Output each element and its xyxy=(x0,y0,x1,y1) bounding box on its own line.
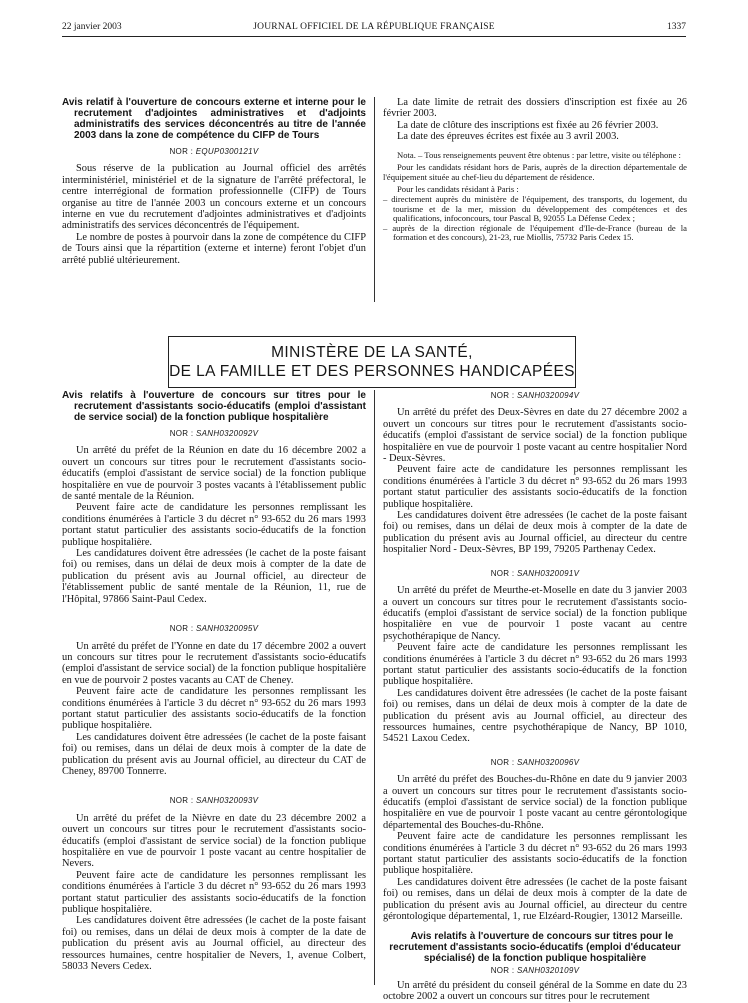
list-item: – auprès de la direction régionale de l'équipement d'Ile-de-France (bureau de la formation et des concours), 21-23, rue Miollis, 75732 Paris Cedex 15. xyxy=(383,222,687,243)
ministry-heading xyxy=(168,336,576,388)
note-outside-paris: Pour les candidats résidant hors de Paris, auprès de la direction départementale de l'équipement située au chef-lieu du département de résidence. xyxy=(383,162,687,182)
paragraph: Les candidatures doivent être adressées (le cachet de la poste faisant foi) ou remises, dans un délai de deux mois à compter de la date de publication du présent avis au Journal officiel, au directeur du centre gérontologique départemental, 1, rue Elzéard-Rougier, 13012 Marseille. xyxy=(383,876,687,923)
top-left-column xyxy=(62,97,366,266)
section-title: Avis relatifs à l'ouverture de concours sur titres pour le recrutement d'assistants socio-éducatifs (emploi d'assistant de service social) de la fonction publique hospitalière xyxy=(62,390,366,423)
paragraph: Un arrêté du préfet de la Nièvre en date du 23 décembre 2002 a ouvert un concours sur titres pour le recrutement d'assistants socio-éducatifs (emploi d'assistant de service social) de la fonction publique hospitalière en vue de pourvoir 1 poste vacant au centre hospitalier de Nevers. xyxy=(62,812,366,870)
left-column xyxy=(62,390,366,972)
nor-reference xyxy=(62,795,366,806)
paragraph: Les candidatures doivent être adressées (le cachet de la poste faisant foi) ou remises, dans un délai de deux mois à compter de la date de publication du présent avis au Journal officiel, au directeur du CAT de Cheney, 89700 Tonnerre. xyxy=(62,731,366,777)
top-right-column xyxy=(383,97,687,243)
nor-code: SANH0320095V xyxy=(195,624,259,634)
issue-date: 22 janvier 2003 xyxy=(62,22,122,32)
nor-reference xyxy=(62,428,366,439)
paragraph: Les candidatures doivent être adressées (le cachet de la poste faisant foi) ou remises, dans un délai de deux mois à compter de la date de publication du présent avis au Journal officiel, au directeur du centre hospitalier Nord - Deux-Sèvres, BP 199, 79205 Parthenay Cedex. xyxy=(383,510,687,556)
paragraph: La date des épreuves écrites est fixée au 3 avril 2003. xyxy=(397,131,619,143)
paragraph: Les candidatures doivent être adressées (le cachet de la poste faisant foi) ou remises, dans un délai de deux mois à compter de la date de publication du présent avis au Journal officiel, au directeur de l'établissement public de santé mentale de la Réunion, 11, rue de l'Hôpital, 97866 Saint-Paul Cedex. xyxy=(62,548,366,605)
nor-reference xyxy=(383,965,687,976)
notice-title: Avis relatif à l'ouverture de concours externe et interne pour le recrutement d'adjointes administratives et d'adjoints administratifs des services déconcentrés au titre de l'année 2003 dans la zone de compétence du CIFP de Tours xyxy=(62,97,366,141)
nor-code: EQUP0300121V xyxy=(195,147,259,156)
nor-label: NOR : xyxy=(490,568,515,578)
nor-label: NOR : xyxy=(490,966,515,976)
paragraph: Peuvent faire acte de candidature les personnes remplissant les conditions énumérées à l'article 3 du décret n° 93-652 du 26 mars 1993 portant statut particulier des assistants socio-éducatifs de la fonction publique hospitalière. xyxy=(383,464,687,510)
nor-reference xyxy=(62,146,366,157)
paragraph: Peuvent faire acte de candidature les personnes remplissant les conditions énumérées à l'article 3 du décret n° 93-652 du 26 mars 1993 portant statut particulier des assistants socio-éducatifs de la fonction publique hospitalière. xyxy=(62,869,366,916)
paragraph: La date limite de retrait des dossiers d'inscription est fixée au 26 février 2003. xyxy=(383,97,687,120)
column-divider xyxy=(374,390,375,985)
note-list xyxy=(383,195,687,243)
paragraph: Un arrêté du préfet des Deux-Sèvres en date du 27 décembre 2002 a ouvert un concours sur titres pour le recrutement d'assistants socio-éducatifs (emploi d'assistant de service social) de la fonction publique hospitalière en vue de pourvoir 1 poste vacant au centre hospitalier Nord - Deux-Sèvres. xyxy=(383,407,687,465)
nor-label: NOR : xyxy=(169,796,194,806)
paragraph: Un arrêté du préfet de l'Yonne en date du 17 décembre 2002 a ouvert un concours sur titres pour le recrutement d'assistants socio-éducatifs (emploi d'assistant de service social) de la fonction publique hospitalière en vue de pourvoir 2 postes vacants au CAT de Cheney. xyxy=(62,640,366,686)
nor-label: NOR : xyxy=(169,624,194,634)
ministry-line-2: DE LA FAMILLE ET DES PERSONNES HANDICAPÉES xyxy=(169,363,575,380)
header-rule xyxy=(62,36,686,37)
paragraph: Les candidatures doivent être adressées (le cachet de la poste faisant foi) ou remises, dans un délai de deux mois à compter de la date de publication du présent avis au Journal officiel, au directeur des ressources humaines, centre psychothérapique de Nancy, BP 1010, 54521 Laxou Cedex. xyxy=(383,687,687,745)
nor-reference xyxy=(62,623,366,634)
nor-label: NOR : xyxy=(490,391,515,400)
nor-code: SANH0320109V xyxy=(516,966,580,976)
paragraph: Un arrêté du préfet de Meurthe-et-Moselle en date du 3 janvier 2003 a ouvert un concours sur titres pour le recrutement d'assistants socio-éducatifs (emploi d'assistant de service social) de la fonction publique hospitalière en vue de pourvoir 1 poste vacant au centre psychothérapique de Nancy. xyxy=(383,585,687,642)
nor-label: NOR : xyxy=(490,757,515,767)
nor-reference xyxy=(383,757,687,768)
note-paris: Pour les candidats résidant à Paris : xyxy=(397,184,519,195)
note-lead: Nota. – Tous renseignements peuvent être obtenus : par lettre, visite ou téléphone : xyxy=(397,149,681,160)
paragraph: Les candidatures doivent être adressées (le cachet de la poste faisant foi) ou remises, dans un délai de deux mois à compter de la date de publication du présent avis au Journal officiel, au directeur des ressources humaines, centre hospitalier de Nevers, 1, avenue Colbert, 58033 Nevers Cedex. xyxy=(62,915,366,973)
paragraph: Un arrêté du président du conseil général de la Somme en date du 23 octobre 2002 a ouvert un concours sur titres pour le recrutement xyxy=(383,979,687,1003)
paragraph: Un arrêté du préfet de la Réunion en date du 16 décembre 2002 a ouvert un concours sur titres pour le recrutement d'assistants socio-éducatifs (emploi d'assistant de service social) de la fonction publique hospitalière en vue de pourvoir 3 postes vacants à l'établissement public de santé mentale de la Réunion. xyxy=(62,445,366,503)
page-number: 1337 xyxy=(667,22,686,32)
paragraph: Sous réserve de la publication au Journal officiel des arrêtés interministériel, ministériel et de la signature de l'arrêté préfectoral, le centre interrégional de formation professionnelle (CIFP) de Tours organise au titre de l'année 2003 un concours externe et un concours interne en vue du recrutement d'adjointes administratives et d'adjoints administratifs des services déconcentrés de l'équipement. xyxy=(62,163,366,232)
nor-reference xyxy=(383,390,687,401)
note-block xyxy=(383,151,687,243)
paragraph: Un arrêté du préfet des Bouches-du-Rhône en date du 9 janvier 2003 a ouvert un concours sur titres pour le recrutement d'assistants socio-éducatifs (emploi d'assistant de service social) de la fonction publique hospitalière en vue de pourvoir 1 poste vacant au centre gérontologique départemental des Bouches-du-Rhône. xyxy=(383,774,687,831)
journal-title: JOURNAL OFFICIEL DE LA RÉPUBLIQUE FRANÇAISE xyxy=(253,22,495,32)
nor-code: SANH0320092V xyxy=(195,429,259,438)
nor-code: SANH0320091V xyxy=(516,568,580,578)
paragraph: Peuvent faire acte de candidature les personnes remplissant les conditions énumérées à l'article 3 du décret n° 93-652 du 26 mars 1993 portant statut particulier des assistants socio-éducatifs de la fonction publique hospitalière. xyxy=(383,642,687,688)
list-item: – directement auprès du ministère de l'équipement, des transports, du logement, du tourisme et de la mer, mission du développement des compétences et des qualifications, infoconcours, tour Pascal B, 92055 La Défense Cedex ; xyxy=(383,194,687,224)
right-column xyxy=(383,390,687,1003)
column-divider xyxy=(374,97,375,302)
nor-code: SANH0320096V xyxy=(516,757,580,767)
nor-label: NOR : xyxy=(169,147,194,156)
nor-code: SANH0320093V xyxy=(195,796,259,806)
paragraph: Peuvent faire acte de candidature les personnes remplissant les conditions énumérées à l'article 3 du décret n° 93-652 du 26 mars 1993 portant statut particulier des assistants socio-éducatifs de la fonction publique hospitalière. xyxy=(383,831,687,877)
nor-reference xyxy=(383,568,687,579)
ministry-line-1: MINISTÈRE DE LA SANTÉ, xyxy=(271,344,473,361)
paragraph: La date de clôture des inscriptions est fixée au 26 février 2003. xyxy=(397,119,659,131)
paragraph: Peuvent faire acte de candidature les personnes remplissant les conditions énumérées à l'article 3 du décret n° 93-652 du 26 mars 1993 portant statut particulier des assistants socio-éducatifs de la fonction publique hospitalière. xyxy=(62,686,366,732)
paragraph: Peuvent faire acte de candidature les personnes remplissant les conditions énumérées à l'article 3 du décret n° 93-652 du 26 mars 1993 portant statut particulier des assistants socio-éducatifs de la fonction publique hospitalière. xyxy=(62,502,366,548)
paragraph: Le nombre de postes à pourvoir dans la zone de compétence du CIFP de Tours ainsi que la répartition (externe et interne) feront l'objet d'un arrêté publié ultérieurement. xyxy=(62,231,366,266)
nor-code: SANH0320094V xyxy=(516,391,580,400)
section-title: Avis relatifs à l'ouverture de concours sur titres pour le recrutement d'assistants socio-éducatifs (emploi d'éducateur spécialisé) de la fonction publique hospitalière xyxy=(389,931,681,965)
nor-label: NOR : xyxy=(169,429,194,438)
